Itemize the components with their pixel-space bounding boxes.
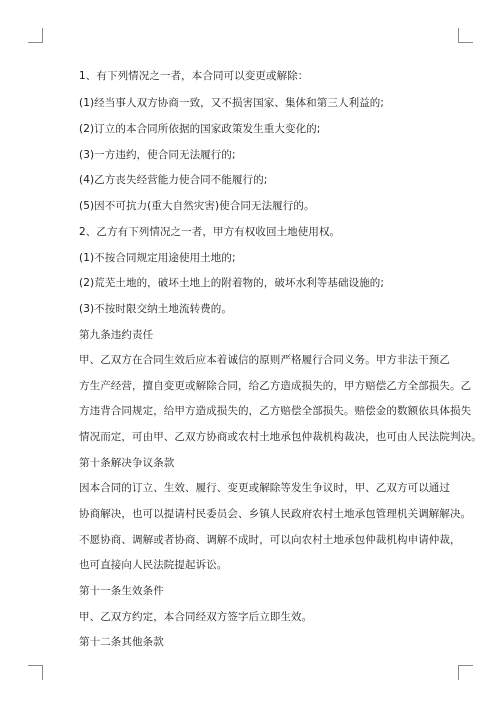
clause-1-item-4: (4)乙方丧失经营能力使合同不能履行的; [79, 174, 268, 186]
article-9-paragraph-line: 情况而定，可由甲、乙双方协商或农村土地承包仲裁机构裁决，也可由人民法院判决。 [79, 431, 482, 443]
crop-mark-bottom-left [28, 665, 43, 680]
clause-2-item-3: (3)不按时限交纳土地流转费的。 [79, 303, 232, 315]
clause-1-item-1: (1)经当事人双方协商一致，又不损害国家、集体和第三人利益的; [79, 97, 385, 109]
clause-2-item-1: (1)不按合同规定用途使用土地的; [79, 252, 236, 264]
article-9-paragraph-line: 甲、乙双方在合同生效后应本着诚信的原则严格履行合同义务。甲方非法干预乙 [79, 354, 450, 366]
article-10-paragraph-line: 也可直接向人民法院提起诉讼。 [79, 559, 228, 571]
clause-1-item-2: (2)订立的本合同所依据的国家政策发生重大变化的; [79, 123, 321, 135]
article-9-paragraph-line: 方违背合同规定，给甲方造成损失的，乙方赔偿全部损失。赔偿金的数额依具体损失 [79, 405, 472, 417]
clause-2-heading: 2、乙方有下列情况之一者，甲方有权收回土地使用权。 [79, 226, 341, 238]
crop-mark-top-left [28, 28, 43, 43]
article-11-title: 第十一条生效条件 [79, 585, 164, 597]
crop-mark-top-right [458, 28, 473, 43]
article-11-paragraph-line: 甲、乙双方约定，本合同经双方签字后立即生效。 [79, 611, 313, 623]
article-10-paragraph-line: 协商解决，也可以提请村民委员会、乡镇人民政府农村土地承包管理机关调解解决。 [79, 508, 472, 520]
article-12-title: 第十二条其他条款 [79, 636, 164, 648]
crop-mark-bottom-right [458, 665, 473, 680]
article-9-paragraph-line: 方生产经营，擅自变更或解除合同，给乙方造成损失的，甲方赔偿乙方全部损失。乙 [79, 380, 472, 392]
article-9-title: 第九条违约责任 [79, 329, 154, 341]
article-10-title: 第十条解决争议条款 [79, 457, 175, 469]
article-10-paragraph-line: 不愿协商、调解或者协商、调解不成时，可以向农村土地承包仲裁机构申请仲裁， [79, 534, 461, 546]
clause-1-heading: 1、有下列情况之一者，本合同可以变更或解除： [79, 70, 309, 82]
article-10-paragraph-line: 因本合同的订立、生效、履行、变更或解除等发生争议时，甲、乙双方可以通过 [79, 482, 450, 494]
clause-2-item-2: (2)荒芜土地的，破坏土地上的附着物的，破坏水利等基础设施的; [79, 277, 385, 289]
clause-1-item-5: (5)因不可抗力(重大自然灾害)使合同无法履行的。 [79, 200, 315, 212]
clause-1-item-3: (3)一方违约，使合同无法履行的; [79, 149, 236, 161]
